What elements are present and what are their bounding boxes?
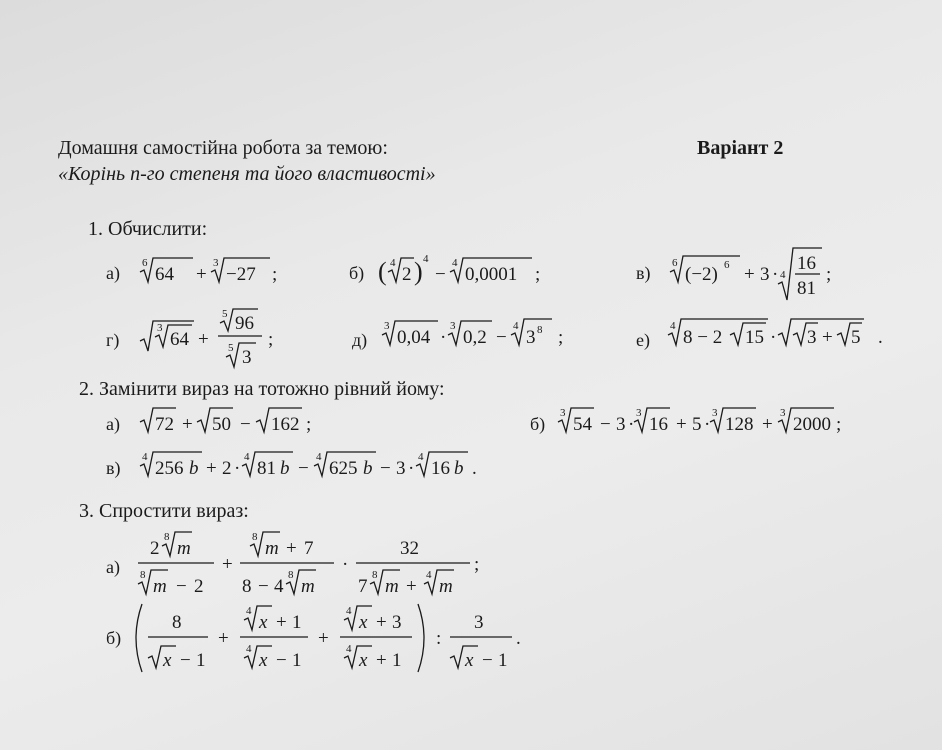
- svg-text:81: 81: [797, 278, 816, 299]
- svg-text:): ): [414, 257, 423, 286]
- item-1a-expression: [138, 252, 288, 288]
- svg-text:96: 96: [235, 313, 254, 334]
- svg-text:4: 4: [780, 269, 786, 281]
- svg-text:·: ·: [770, 327, 777, 348]
- svg-text:(: (: [378, 257, 387, 286]
- svg-text:4: 4: [316, 451, 322, 463]
- svg-text:54: 54: [573, 414, 592, 435]
- svg-text::: :: [436, 628, 442, 649]
- svg-text:x: x: [359, 612, 368, 633]
- svg-text:+: +: [376, 650, 387, 671]
- svg-text:m: m: [301, 576, 315, 597]
- svg-text:4: 4: [246, 605, 252, 617]
- svg-text:·: ·: [440, 327, 447, 348]
- svg-text:;: ;: [268, 329, 274, 350]
- item-1a-label: а): [106, 263, 120, 283]
- svg-text:4: 4: [346, 605, 352, 617]
- svg-text:0,0001: 0,0001: [465, 264, 518, 285]
- svg-text:2000: 2000: [793, 414, 831, 435]
- svg-text:3: 3: [636, 407, 642, 419]
- svg-text:+: +: [676, 414, 687, 435]
- svg-text:−27: −27: [226, 264, 256, 285]
- svg-text:−: −: [482, 650, 493, 671]
- svg-text:+: +: [182, 414, 193, 435]
- svg-text:3: 3: [807, 327, 817, 348]
- svg-text:+: +: [206, 458, 217, 479]
- svg-text:+: +: [276, 612, 287, 633]
- svg-text:16: 16: [797, 253, 816, 274]
- svg-text:8: 8: [288, 569, 294, 581]
- item-1v-expression: [668, 244, 848, 304]
- svg-text:81: 81: [257, 458, 276, 479]
- svg-text:4: 4: [142, 451, 148, 463]
- svg-text:+: +: [376, 612, 387, 633]
- svg-text:3: 3: [213, 257, 219, 269]
- svg-text:+: +: [744, 264, 755, 285]
- item-3a-expression: [134, 526, 514, 600]
- svg-text:+: +: [762, 414, 773, 435]
- item-2v-label: в): [106, 458, 121, 478]
- svg-text:b: b: [363, 458, 373, 479]
- svg-text:−: −: [435, 264, 446, 285]
- svg-text:·: ·: [408, 458, 415, 479]
- svg-text:8 − 2: 8 − 2: [683, 327, 723, 348]
- svg-text:;: ;: [836, 414, 842, 435]
- item-1e-expression: [666, 313, 896, 353]
- svg-text:4: 4: [670, 320, 676, 332]
- svg-text:3: 3: [157, 322, 163, 334]
- svg-text:m: m: [177, 538, 191, 559]
- svg-text:7: 7: [304, 538, 314, 559]
- variant-label: Варіант 2: [697, 137, 784, 159]
- svg-text:m: m: [265, 538, 279, 559]
- svg-text:3: 3: [474, 612, 484, 633]
- svg-text:x: x: [259, 612, 268, 633]
- svg-text:−: −: [176, 576, 187, 597]
- item-2b-label: б): [530, 414, 546, 434]
- svg-text:3: 3: [384, 320, 390, 332]
- svg-text:4: 4: [426, 569, 432, 581]
- svg-text:;: ;: [272, 264, 278, 285]
- svg-text:6: 6: [142, 257, 148, 269]
- svg-text:.: .: [516, 628, 521, 649]
- svg-text:50: 50: [212, 414, 231, 435]
- svg-text:16: 16: [649, 414, 668, 435]
- item-2a-expression: [138, 402, 338, 436]
- svg-text:(−2): (−2): [685, 264, 718, 285]
- svg-text:·: ·: [772, 264, 779, 285]
- svg-text:0,2: 0,2: [463, 327, 487, 348]
- svg-text:6: 6: [672, 257, 678, 269]
- svg-text:.: .: [878, 327, 883, 348]
- item-2b-expression: [556, 400, 886, 436]
- svg-text:5: 5: [851, 327, 861, 348]
- svg-text:3: 3: [712, 407, 718, 419]
- svg-text:7: 7: [358, 576, 368, 597]
- svg-text:5: 5: [228, 342, 234, 354]
- svg-text:−: −: [276, 650, 287, 671]
- svg-text:3: 3: [616, 414, 626, 435]
- svg-text:−: −: [600, 414, 611, 435]
- svg-text:625: 625: [329, 458, 358, 479]
- svg-text:+: +: [196, 264, 207, 285]
- svg-text:8: 8: [164, 531, 170, 543]
- item-1e-label: е): [636, 330, 650, 350]
- svg-text:;: ;: [474, 554, 480, 575]
- svg-text:.: .: [472, 458, 477, 479]
- svg-text:8: 8: [172, 612, 182, 633]
- svg-text:1: 1: [392, 650, 402, 671]
- svg-text:x: x: [359, 650, 368, 671]
- svg-text:−: −: [240, 414, 251, 435]
- svg-text:1: 1: [292, 612, 302, 633]
- item-1d-expression: [380, 313, 590, 353]
- svg-text:4: 4: [452, 257, 458, 269]
- item-1b-label: б): [349, 263, 365, 283]
- svg-text:x: x: [163, 650, 172, 671]
- svg-text:1: 1: [196, 650, 206, 671]
- item-1g-label: г): [106, 330, 120, 350]
- svg-text:−: −: [258, 576, 269, 597]
- svg-text:3: 3: [560, 407, 566, 419]
- svg-text:+: +: [222, 554, 233, 575]
- item-3b-expression: [128, 600, 548, 680]
- svg-text:6: 6: [724, 259, 730, 271]
- svg-text:72: 72: [155, 414, 174, 435]
- svg-text:b: b: [189, 458, 199, 479]
- svg-text:128: 128: [725, 414, 754, 435]
- item-3a-label: а): [106, 557, 120, 577]
- item-2a-label: а): [106, 414, 120, 434]
- svg-text:3: 3: [242, 347, 252, 368]
- svg-text:8: 8: [537, 324, 543, 336]
- svg-text:256: 256: [155, 458, 184, 479]
- svg-text:·: ·: [628, 414, 635, 435]
- item-1b-expression: [378, 250, 558, 288]
- svg-text:+: +: [318, 628, 329, 649]
- svg-text:3: 3: [760, 264, 770, 285]
- svg-text:2: 2: [150, 538, 160, 559]
- svg-text:b: b: [280, 458, 290, 479]
- svg-text:4: 4: [274, 576, 284, 597]
- svg-text:3: 3: [392, 612, 402, 633]
- svg-text:16: 16: [431, 458, 450, 479]
- svg-text:−: −: [380, 458, 391, 479]
- svg-text:x: x: [465, 650, 474, 671]
- svg-text:−: −: [298, 458, 309, 479]
- svg-text:15: 15: [745, 327, 764, 348]
- svg-text:32: 32: [400, 538, 419, 559]
- svg-text:0,04: 0,04: [397, 327, 431, 348]
- svg-text:3: 3: [780, 407, 786, 419]
- svg-text:4: 4: [244, 451, 250, 463]
- svg-text:;: ;: [306, 414, 312, 435]
- svg-text:·: ·: [234, 458, 241, 479]
- svg-text:·: ·: [704, 414, 711, 435]
- svg-text:1: 1: [292, 650, 302, 671]
- item-3b-label: б): [106, 628, 122, 648]
- svg-text:5: 5: [692, 414, 702, 435]
- svg-text:m: m: [385, 576, 399, 597]
- svg-text:1: 1: [498, 650, 508, 671]
- svg-text:3: 3: [526, 327, 536, 348]
- svg-text:4: 4: [246, 643, 252, 655]
- svg-text:m: m: [439, 576, 453, 597]
- svg-text:4: 4: [423, 253, 429, 265]
- svg-text:64: 64: [170, 329, 189, 350]
- item-1v-label: в): [636, 263, 651, 283]
- svg-text:2: 2: [222, 458, 232, 479]
- svg-text:4: 4: [418, 451, 424, 463]
- svg-text:+: +: [822, 327, 833, 348]
- svg-text:m: m: [153, 576, 167, 597]
- svg-text:−: −: [496, 327, 507, 348]
- svg-text:x: x: [259, 650, 268, 671]
- item-2v-expression: [138, 444, 518, 480]
- svg-text:8: 8: [242, 576, 252, 597]
- svg-text:64: 64: [155, 264, 174, 285]
- section-1-heading: 1. Обчислити:: [88, 218, 208, 240]
- svg-text:8: 8: [140, 569, 146, 581]
- svg-text:;: ;: [558, 327, 564, 348]
- svg-text:;: ;: [826, 264, 832, 285]
- svg-text:4: 4: [513, 320, 519, 332]
- svg-text:+: +: [198, 329, 209, 350]
- worksheet-title: Домашня самостійна робота за темою:: [58, 137, 388, 159]
- svg-text:b: b: [454, 458, 464, 479]
- svg-text:;: ;: [535, 264, 541, 285]
- svg-text:+: +: [286, 538, 297, 559]
- item-1d-label: д): [352, 330, 368, 350]
- svg-text:162: 162: [271, 414, 300, 435]
- svg-text:3: 3: [396, 458, 406, 479]
- section-2-heading: 2. Замінити вираз на тотожно рівний йому:: [79, 378, 445, 400]
- svg-text:·: ·: [342, 554, 349, 575]
- svg-text:+: +: [218, 628, 229, 649]
- svg-text:+: +: [406, 576, 417, 597]
- svg-text:3: 3: [450, 320, 456, 332]
- svg-text:−: −: [180, 650, 191, 671]
- svg-text:2: 2: [402, 264, 412, 285]
- svg-text:8: 8: [252, 531, 258, 543]
- svg-text:4: 4: [346, 643, 352, 655]
- item-1g-expression: [138, 305, 288, 373]
- svg-text:2: 2: [194, 576, 204, 597]
- svg-text:4: 4: [390, 257, 396, 269]
- svg-text:8: 8: [372, 569, 378, 581]
- worksheet-topic: «Корінь n-го степеня та його властивості»: [58, 163, 436, 185]
- section-3-heading: 3. Спростити вираз:: [79, 500, 249, 522]
- svg-text:5: 5: [222, 308, 228, 320]
